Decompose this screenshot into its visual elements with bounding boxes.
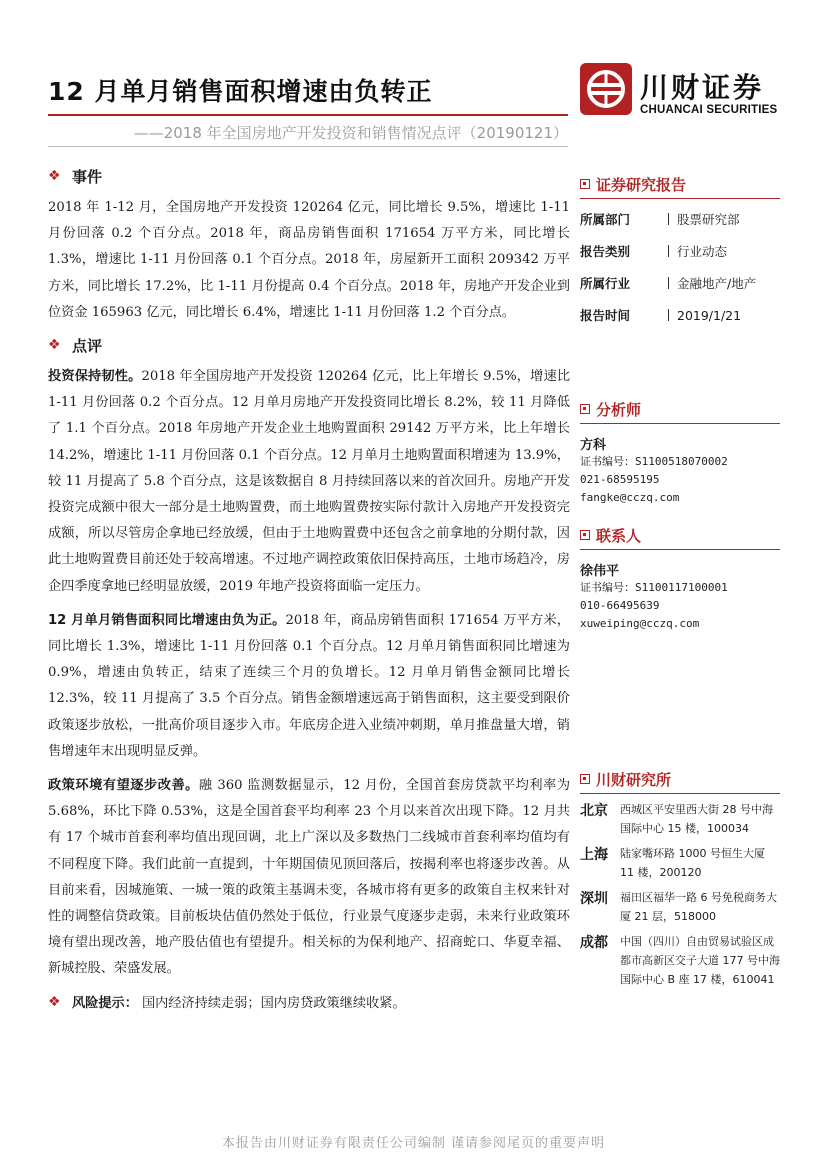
- meta-key: 所属行业: [580, 276, 631, 291]
- analyst-email[interactable]: fangke@cczq.com: [580, 491, 680, 504]
- institute-heading: [580, 767, 780, 791]
- square-bullet-icon: [580, 530, 590, 540]
- report-type-heading: [580, 172, 780, 196]
- diamond-bullet-icon: ❖: [48, 337, 61, 354]
- meta-value: 股票研究部: [677, 212, 740, 227]
- address-text: 福田区福华一路 6 号免税商务大厦 21 层，518000: [620, 891, 777, 923]
- comment-paragraph-investment: [48, 364, 570, 600]
- analyst-phone: 021-68595195: [580, 473, 660, 486]
- address-city: 成都: [580, 935, 608, 951]
- meta-separator: [668, 213, 669, 225]
- report-type-label: 证券研究报告: [596, 175, 687, 194]
- comment-paragraph-policy: [48, 773, 570, 983]
- address-beijing: [580, 800, 780, 838]
- analyst-heading: [580, 397, 780, 421]
- meta-separator: [668, 309, 669, 321]
- address-shanghai: [580, 844, 780, 882]
- meta-row-category: [580, 235, 780, 267]
- report-title: 12 月单月销售面积增速由负转正: [48, 77, 433, 106]
- event-heading-label: 事件: [72, 167, 103, 186]
- heading-divider: [580, 793, 780, 794]
- meta-value: 行业动态: [677, 244, 728, 259]
- address-text: 中国（四川）自由贸易试验区成都市高新区交子大道 177 号中海国际中心 B 座 17 楼，610041: [620, 935, 780, 986]
- institute-heading-label: 川财研究所: [596, 770, 672, 789]
- main-content: [48, 165, 570, 1013]
- square-bullet-icon: [580, 404, 590, 414]
- heading-divider: [580, 198, 780, 199]
- footer-disclaimer: 本报告由川财证券有限责任公司编制 谨请参阅尾页的重要声明: [221, 1136, 606, 1151]
- event-paragraph: 2018 年 1-12 月，全国房地产开发投资 120264 亿元，同比增长 9.5%，增速比 1-11 月份回落 0.2 个百分点。2018 年，商品房销售面积 171654 万平方米，同比增长 1.3%，增速比 1-11 月份回落 0.1 个百分点。2018 年，房屋新开工面积 209342 万平方米，同比增长 17.2%，比 1-11 月份提高 0.4 个百分点。2018 年，房地产开发企业到位资金 165963 亿元，同比增长 6.4%，增速比 1-11 月份回落 1.2 个百分点。: [48, 200, 570, 320]
- contact-email[interactable]: xuweiping@cczq.com: [580, 617, 700, 630]
- brand-name-en: CHUANCAI SECURITIES: [640, 104, 778, 116]
- address-shenzhen: [580, 888, 780, 926]
- chuancai-logo-icon: [580, 63, 632, 115]
- contact-cert: 证书编号：S1100117100001: [580, 581, 728, 594]
- subtitle-divider: [48, 146, 568, 147]
- diamond-bullet-icon: ❖: [48, 168, 61, 184]
- analyst-cert: 证书编号：S1100518070002: [580, 455, 728, 468]
- meta-key: 报告时间: [580, 308, 631, 323]
- meta-row-department: [580, 203, 780, 235]
- report-subtitle: ——2018 年全国房地产开发投资和销售情况点评（20190121）: [133, 124, 568, 142]
- brand-name-cn: 川财证券: [640, 71, 765, 104]
- square-bullet-icon: [580, 774, 590, 784]
- meta-separator: [668, 277, 669, 289]
- risk-label: 风险提示：: [72, 996, 138, 1012]
- address-text: 陆家嘴环路 1000 号恒生大厦 11 楼，200120: [620, 847, 765, 879]
- paragraph-body: 2018 年全国房地产开发投资 120264 亿元，比上年增长 9.5%，增速比 1-11 月份回落 0.2 个百分点。12 月单月房地产开发投资同比增长 8.2%，较 11 月降低了 1.1 个百分点。2018 年房地产开发企业土地购置面积 29142 万平方米，比上年增长 14.2%，增速比 1-11 月份回落 0.1 个百分点。12 月单月土地购置面积增速为 13.9%，较 11 月提高了 5.8 个百分点，这是该数据自 8 月持续回落以来的首次回升。房地产开发投资完成额中很大一部分是土地购置费，而土地购置费按实际付款计入房地产开发投资完成额，所以尽管房企拿地已经放缓，但由于土地购置费中还包含之前拿地的分期付款，因此土地购置费目前还处于较高增速。不过地产调控政策依旧保持高压，土地市场趋冷，房企四季度拿地已经明显放缓，2019 年地产投资将面临一定压力。: [48, 369, 571, 594]
- report-meta: [580, 203, 780, 331]
- diamond-bullet-icon: ❖: [48, 993, 61, 1010]
- meta-key: 报告类别: [580, 244, 631, 259]
- meta-row-date: [580, 299, 780, 331]
- contact-heading-label: 联系人: [596, 526, 642, 545]
- comment-paragraph-sales: [48, 608, 570, 765]
- heading-divider: [580, 549, 780, 550]
- risk-warning: [48, 991, 570, 1013]
- sidebar: [580, 172, 780, 989]
- risk-text: 国内经济持续走弱；国内房贷政策继续收紧。: [141, 996, 406, 1012]
- paragraph-lead: 政策环境有望逐步改善。: [48, 778, 199, 794]
- contact-heading: [580, 523, 780, 547]
- meta-row-industry: [580, 267, 780, 299]
- heading-divider: [580, 423, 780, 424]
- meta-value: 金融地产/地产: [677, 276, 757, 291]
- paragraph-lead: 投资保持韧性。: [48, 369, 142, 385]
- analyst-heading-label: 分析师: [596, 400, 642, 419]
- paragraph-lead: 12 月单月销售面积同比增速由负为正。: [48, 612, 286, 628]
- meta-value: 2019/1/21: [677, 307, 742, 323]
- title-divider: [48, 114, 568, 116]
- meta-key: 所属部门: [580, 212, 631, 227]
- meta-separator: [668, 245, 669, 257]
- event-heading: [48, 165, 570, 187]
- comment-heading-label: 点评: [72, 336, 103, 355]
- paragraph-body: 2018 年，商品房销售面积 171654 万平方米，同比增长 1.3%，增速比 1-11 月份回落 0.1 个百分点。12 月单月销售面积同比增速为 0.9%，增速由负转正，结束了连续三个月的负增长。12 月单月销售金额同比增长 12.3%，较 11 月提高了 3.5 个百分点。销售金额增速远高于销售面积，这主要受到限价政策逐步放松，一批高价项目逐步入市。年底房企进入业绩冲刺期，单月推盘量大增，销售增速年末出现明显反弹。: [48, 612, 570, 759]
- paragraph-body: 融 360 监测数据显示，12 月份，全国首套房贷款平均利率为 5.68%，环比下降 0.53%，这是全国首套平均利率 23 个月以来首次出现下降。12 月共有 17 个城市首套利率均值出现回调，北上广深以及多数热门二线城市首套利率均值均有不同程度下降。我们此前一直提到，十年期国债见顶回落后，按揭利率也将逐步改善。从目前来看，因城施策、一城一策的政策主基调未变，各城市将有更多的政策自主权来针对性的调整信贷政策。目前板块估值仍然处于低位，行业景气度逐步走弱，未来行业政策环境有望出现改善，地产股估值也有望提升。相关标的为保利地产、招商蛇口、华夏幸福、新城控股、荣盛发展。: [48, 778, 571, 977]
- analyst-name: 方科: [580, 438, 607, 453]
- comment-heading: [48, 334, 570, 356]
- address-text: 西城区平安里西大街 28 号中海国际中心 15 楼，100034: [620, 803, 773, 835]
- contact-phone: 010-66495639: [580, 599, 660, 612]
- contact-name: 徐伟平: [580, 564, 620, 579]
- address-city: 上海: [580, 847, 608, 863]
- address-city: 北京: [580, 803, 608, 819]
- address-city: 深圳: [580, 891, 608, 907]
- address-chengdu: [580, 932, 780, 989]
- square-bullet-icon: [580, 179, 590, 189]
